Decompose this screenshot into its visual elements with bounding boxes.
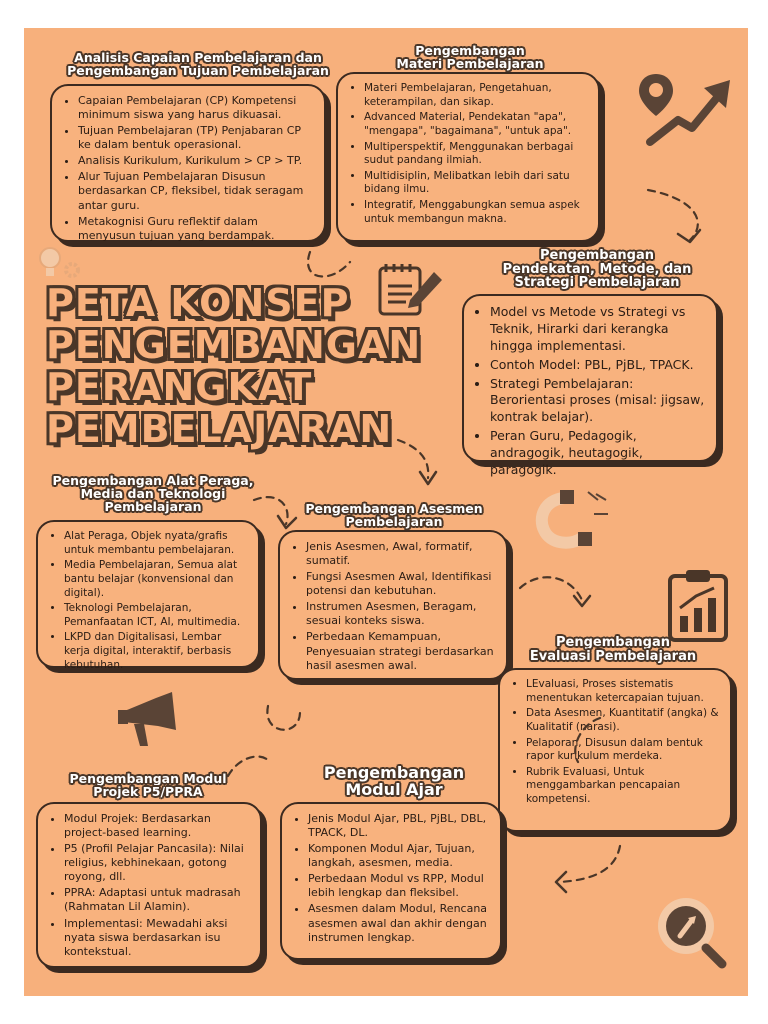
list-item: • Data Asesmen, Kuantitatif (angka) & Kualitatif (narasi). — [526, 707, 720, 734]
list-item: • Advanced Material, Pendekatan "apa", "mengapa", "bagaimana", "untuk apa". — [364, 111, 588, 138]
list-item: • Peran Guru, Pedagogik, andragogik, heutagogik, paragogik. — [490, 428, 706, 479]
arrow-alat-to-asesmen — [254, 497, 288, 524]
materi-title: Pengembangan Materi Pembelajaran — [396, 43, 544, 72]
list-item: • Instrumen Asesmen, Beragam, sesuai konteks siswa. — [306, 600, 496, 628]
lightbulb-gear-icon — [36, 244, 86, 284]
main-title-line: PERANGKAT — [46, 365, 313, 409]
arrow-to-modul-projek — [228, 757, 268, 776]
list-item: • Rubrik Evaluasi, Untuk menggambarkan pencapaian kompetensi. — [526, 766, 720, 807]
list-item: • Model vs Metode vs Strategi vs Teknik, Hirarki dari kerangka hingga implementasi. — [490, 304, 706, 355]
list-item: • Modul Projek: Berdasarkan project-based learning. — [64, 812, 250, 840]
list-item: • Asesmen dalam Modul, Rencana asesmen awal dan akhir dengan instrumen lengkap. — [308, 902, 490, 944]
main-title-line: PEMBELAJARAN — [46, 407, 393, 451]
magnet-icon — [536, 488, 616, 558]
list-item: • Jenis Modul Ajar, PBL, PjBL, DBL, TPACK, DL. — [308, 812, 490, 840]
list-item: • Perbedaan Kemampuan, Penyesuaian strategi berdasarkan hasil asesmen awal. — [306, 630, 496, 672]
modul-ajar-title: Pengembangan Modul Ajar — [323, 763, 465, 799]
arrow-title-to-asesmen — [398, 440, 428, 478]
list-item: • Tujuan Pembelajaran (TP) Penjabaran CP ke dalam bentuk operasional. — [78, 124, 314, 152]
list-item: • Pelaporan, Disusun dalam bentuk rapor kurikulum merdeka. — [526, 737, 720, 764]
pendekatan-title: Pengembangan Pendekatan, Metode, dan Strategi Pembelajaran — [502, 248, 692, 291]
notepad-pencil-icon — [376, 260, 446, 320]
list-item: • Contoh Model: PBL, PjBL, TPACK. — [490, 357, 706, 374]
list-item: • Multidisiplin, Melibatkan lebih dari satu bidang ilmu. — [364, 170, 588, 197]
analisis-title: Analisis Capaian Pembelajaran dan Pengembangan Tujuan Pembelajaran — [67, 50, 329, 79]
list-item: • Alur Tujuan Pembelajaran Disusun berdasarkan CP, fleksibel, tidak seragam antar guru. — [78, 170, 314, 212]
list-item: • Capaian Pembelajaran (CP) Kompetensi minimum siswa yang harus dikuasai. — [78, 94, 314, 122]
list-item: • PPRA: Adaptasi untuk madrasah (Rahmatan Lil Alamin). — [64, 886, 250, 914]
arrow-evaluasi-loop — [575, 718, 600, 762]
trend-arrow-icon — [648, 70, 738, 150]
evaluasi-title: Pengembangan Evaluasi Pembelajaran — [529, 635, 697, 664]
search-growth-icon — [652, 892, 732, 972]
arrow-asesmen-to-evaluasi — [520, 577, 582, 600]
list-item: • P5 (Profil Pelajar Pancasila): Nilai religius, kebhinekaan, gotong royong, dll. — [64, 842, 250, 884]
list-item: • Materi Pembelajaran, Pengetahuan, keterampilan, dan sikap. — [364, 82, 588, 109]
arrow-left-loop — [267, 706, 300, 730]
arrow-materi-to-pendekatan — [648, 190, 698, 240]
list-item: • LEvaluasi, Proses sistematis menentukan ketercapaian tujuan. — [526, 678, 720, 705]
arrow-analisis-to-materi — [308, 252, 350, 277]
list-item: • Fungsi Asesmen Awal, Identifikasi potensi dan kebutuhan. — [306, 570, 496, 598]
list-item: • Komponen Modul Ajar, Tujuan, langkah, asesmen, media. — [308, 842, 490, 870]
list-item: • Strategi Pembelajaran: Berorientasi proses (misal: jigsaw, kontrak belajar). — [490, 376, 706, 427]
list-item: • Implementasi: Mewadahi aksi nyata siswa berdasarkan isu kontekstual. — [64, 917, 250, 959]
asesmen-title: Pengembangan Asesmen Pembelajaran — [305, 501, 483, 530]
list-item: • LKPD dan Digitalisasi, Lembar kerja digital, interaktif, berbasis kebutuhan. — [64, 631, 248, 672]
list-item: • Analisis Kurikulum, Kurikulum > CP > TP. — [78, 154, 314, 168]
main-title-line: PENGEMBANGAN — [46, 323, 422, 367]
list-item: • Alat Peraga, Objek nyata/grafis untuk membantu pembelajaran. — [64, 530, 248, 557]
clipboard-chart-icon — [666, 568, 736, 648]
list-item: • Integratif, Menggabungkan semua aspek untuk membangun makna. — [364, 199, 588, 226]
megaphone-icon — [116, 690, 196, 750]
list-item: • Perbedaan Modul vs RPP, Modul lebih lengkap dan fleksibel. — [308, 872, 490, 900]
alat-peraga-title: Pengembangan Alat Peraga, Media dan Teknologi Pembelajaran — [52, 473, 254, 515]
list-item: • Metakognisi Guru reflektif dalam menyusun tujuan yang berdampak. — [78, 215, 314, 243]
modul-projek-title: Pengembangan Modul Projek P5/PPRA — [69, 771, 227, 800]
list-item: • Media Pembelajaran, Semua alat bantu belajar (konvensional dan digital). — [64, 559, 248, 600]
list-item: • Jenis Asesmen, Awal, formatif, sumatif. — [306, 540, 496, 568]
main-title-line: PETA KONSEP — [46, 281, 350, 325]
list-item: • Teknologi Pembelajaran, Pemanfaatan ICT, AI, multimedia. — [64, 602, 248, 629]
arrow-evaluasi-to-modul-ajar — [560, 846, 620, 882]
arrowhead — [574, 596, 590, 606]
list-item: • Multiperspektif, Menggunakan berbagai sudut pandang ilmiah. — [364, 141, 588, 168]
